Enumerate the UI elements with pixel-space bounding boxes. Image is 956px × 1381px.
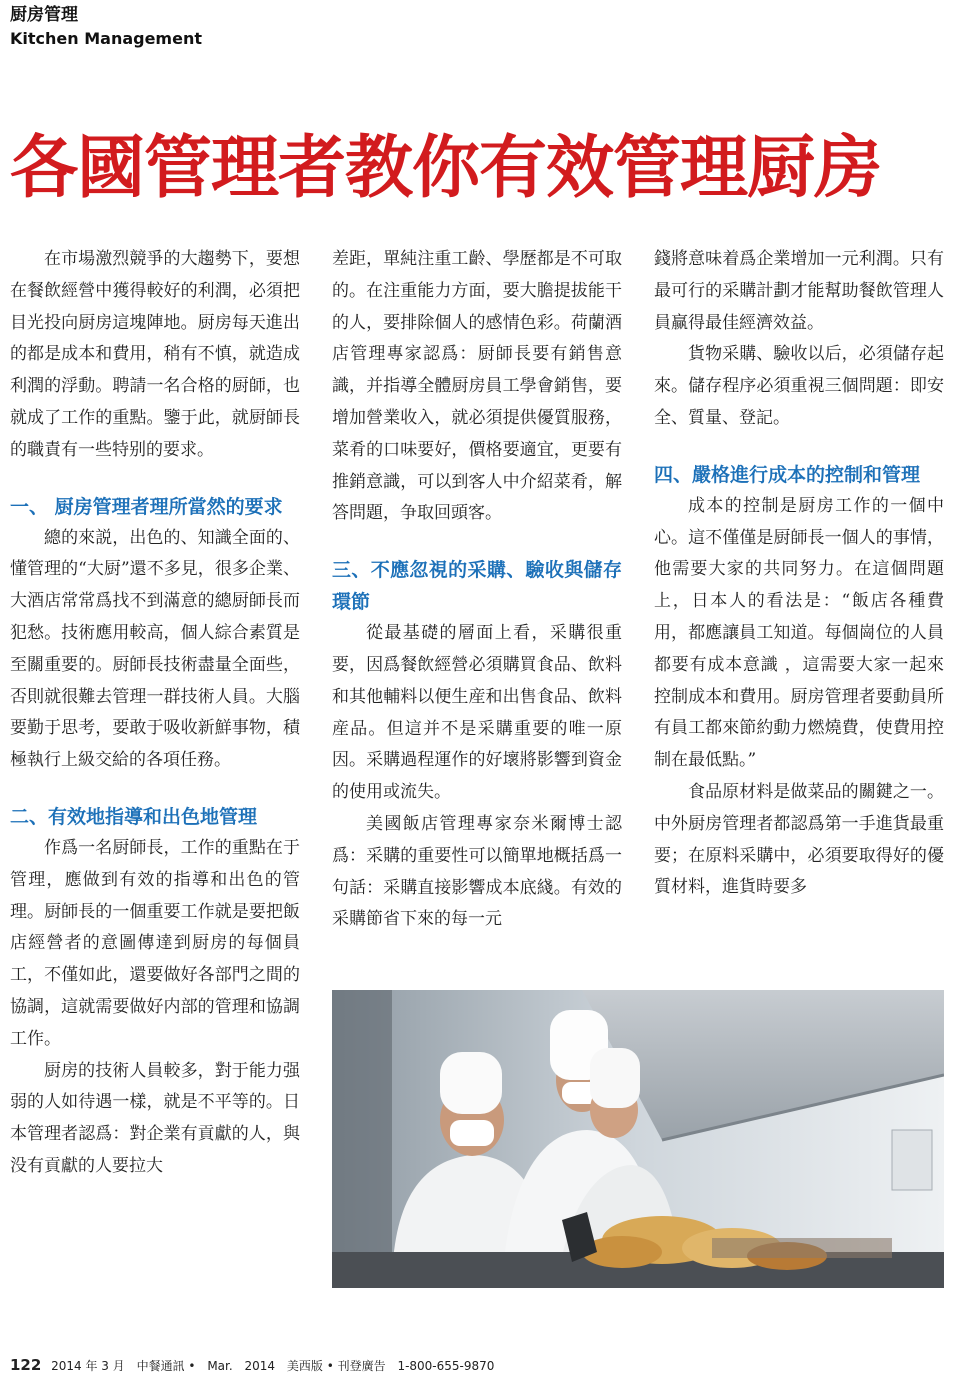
kitchen-photo [332,990,944,1288]
heading-3: 三、不應忽視的采購、驗收與儲存環節 [332,559,622,614]
column-3 [654,244,944,904]
paragraph: 總的來説，出色的、知識全面的、懂管理的“大厨”還不多見，很多企業、大酒店常常爲找不到滿意的總厨師長而犯愁。技術應用較高，個人綜合素質是至關重要的。厨師長技術盡量全面些，否則就很難去管理一群技術人員。大腦要勤于思考，要敢于吸收新鮮事物，積極執行上級交給的各項任務。 [10,527,300,771]
column-2 [332,244,622,936]
footer-edition: 美西版 • 刊登廣告 [286,1359,386,1373]
page-number: 122 [10,1356,42,1374]
footer-month: Mar. [207,1359,233,1373]
paragraph: 厨房的技術人員較多，對于能力强弱的人如待遇一樣，就是不平等的。日本管理者認爲：對企業有貢獻的人，與没有貢獻的人要拉大 [10,1060,300,1176]
intro-paragraph: 在市場激烈競爭的大趨勢下，要想在餐飲經營中獲得較好的利潤，必須把目光投向厨房這塊陣地。厨房每天進出的都是成本和費用，稍有不慎，就造成利潤的浮動。聘請一名合格的厨師，也就成了工作的重點。鑒于此，就厨師長的職責有一些特别的要求。 [10,249,300,460]
paragraph: 作爲一名厨師長，工作的重點在于管理，應做到有效的指導和出色的管理。厨師長的一個重要工作就是要把飯店經營者的意圖傳達到厨房的每個員工，不僅如此，還要做好各部門之間的協調，這就需要做好内部的管理和協調工作。 [10,837,300,1049]
paragraph: 差距，單純注重工齡、學歷都是不可取的。在注重能力方面，要大膽提拔能干的人，要排除個人的感情色彩。荷蘭酒店管理專家認爲：厨師長要有銷售意識，并指導全體厨房員工學會銷售，要增加營業收入，就必須提供優質服務，菜肴的口味要好，價格要適宜，更要有推銷意識，可以到客人中介紹菜肴，解答問題，争取回頭客。 [332,249,622,524]
paragraph: 美國飯店管理專家奈米爾博士認爲：采購的重要性可以簡單地概括爲一句話：采購直接影響成本底綫。有效的采購節省下來的每一元 [332,813,622,930]
article-title: 各國管理者教你有效管理厨房 [10,128,882,208]
column-1 [10,244,300,1183]
footer-year: 2014 [244,1359,276,1373]
paragraph: 貨物采購、驗收以后，必須儲存起來。儲存程序必須重視三個問題：即安全、質量、登記。 [654,344,944,428]
heading-1: 一、 厨房管理者理所當然的要求 [10,495,283,518]
section-label-english: Kitchen Management [10,29,202,48]
page-footer [10,1356,502,1374]
kitchen-chefs-photo-icon [332,990,944,1288]
paragraph: 成本的控制是厨房工作的一個中心。這不僅僅是厨師長一個人的事情，他需要大家的共同努力。在這個問題上，日本人的看法是：“飯店各種費用，都應讓員工知道。每個崗位的人員都要有成本意識 ，這需要大家一起來控制成本和費用。厨房管理者要動員所有員工都來節約動力燃燒費，使費用控制在最低點。” [654,495,944,771]
heading-2: 二、有效地指導和出色地管理 [10,805,258,828]
footer-magazine: 中餐通訊 • [136,1359,196,1373]
paragraph: 從最基礎的層面上看，采購很重要，因爲餐飲經營必須購買食品、飲料和其他輔料以便生産和出售食品、飲料産品。但這并不是采購重要的唯一原因。采購過程運作的好壞將影響到資金的使用或流失。 [332,623,622,803]
heading-4: 四、嚴格進行成本的控制和管理 [654,463,921,486]
footer-date: 2014 年 3 月 [51,1359,125,1373]
paragraph: 錢將意味着爲企業增加一元利潤。只有最可行的采購計劃才能幫助餐飲管理人員赢得最佳經濟效益。 [654,249,944,333]
section-label: 厨房管理 [10,5,78,25]
paragraph: 食品原材料是做菜品的關鍵之一。中外厨房管理者都認爲第一手進貨最重要；在原料采購中，必須要取得好的優質材料，進貨時要多 [654,781,944,898]
footer-phone: 1-800-655-9870 [397,1359,495,1373]
